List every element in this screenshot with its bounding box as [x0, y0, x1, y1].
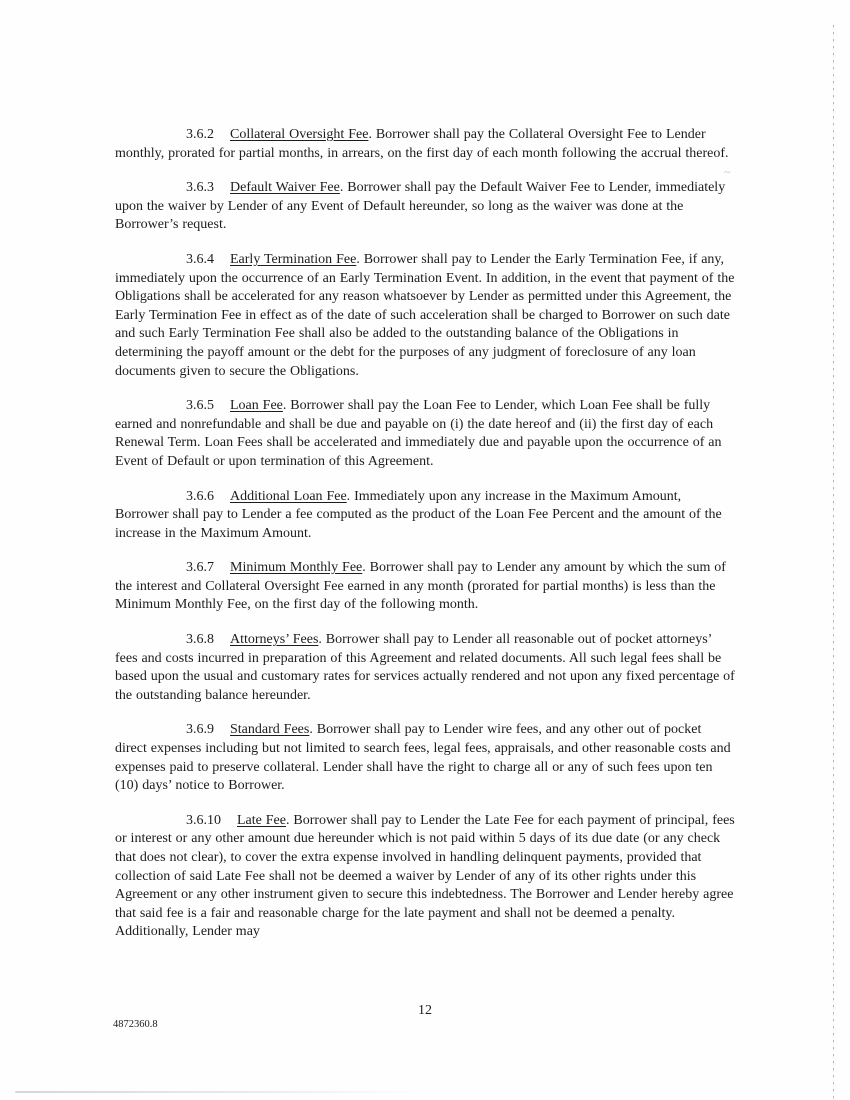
fee-section	[115, 179, 737, 235]
section-body: . Immediately upon any increase in the Maximum Amount, Borrower shall pay to Lender a fee computed as the product of the Loan Fee Percent and the amount of the increase in the Maximum Amount.	[115, 488, 722, 541]
section-title: Additional Loan Fee	[230, 488, 347, 504]
section-number: 3.6.3	[186, 180, 214, 196]
section-title: Standard Fees	[230, 722, 310, 738]
section-body: . Borrower shall pay to Lender all reasonable out of pocket attorneys’ fees and costs incurred in preparation of this Agreement and related documents. All such legal fees shall be based upon the usual and customary rates for services actually rendered and not upon any fixed percentage of the outstanding balance hereunder.	[115, 632, 735, 703]
section-body: . Borrower shall pay to Lender any amount by which the sum of the interest and Collateral Oversight Fee earned in any month (prorated for partial months) is less than the Minimum Monthly Fee, on the first day of the following month.	[115, 560, 726, 613]
fee-section	[115, 559, 737, 615]
section-body: . Borrower shall pay to Lender the Late Fee for each payment of principal, fees or interest or any other amount due hereunder which is not paid within 5 days of its due date (or any check that does not clear), to cover the extra expense involved in handling delinquent payments, provided that collection of said Late Fee shall not be deemed a waiver by Lender of any of its other rights under this Agreement or any other instrument given to secure this indebtedness. The Borrower and Lender hereby agree that said fee is a fair and reasonable charge for the late payment and shall not be deemed a penalty. Additionally, Lender may	[115, 812, 735, 940]
section-number: 3.6.8	[186, 632, 214, 648]
section-title: Minimum Monthly Fee	[230, 560, 363, 576]
page-number: 12	[418, 1003, 432, 1018]
document-body	[115, 126, 737, 958]
section-body: . Borrower shall pay to Lender wire fees, and any other out of pocket direct expenses including but not limited to search fees, legal fees, appraisals, and other reasonable costs and expenses paid to preserve collateral. Lender shall have the right to charge all or any of such fees upon ten (10) days’ notice to Borrower.	[115, 722, 731, 794]
fee-section	[115, 397, 737, 471]
section-title: Late Fee	[237, 812, 286, 828]
fee-section	[115, 721, 737, 795]
section-number: 3.6.5	[186, 398, 214, 414]
section-body: . Borrower shall pay the Collateral Oversight Fee to Lender monthly, prorated for partial months, in arrears, on the first day of each month following the accrual thereof.	[115, 127, 729, 161]
fee-section	[115, 631, 737, 705]
fee-section	[115, 488, 737, 544]
section-body: . Borrower shall pay the Default Waiver Fee to Lender, immediately upon the waiver by Lender of any Event of Default hereunder, so long as the waiver was done at the Borrower’s request.	[115, 180, 726, 233]
scan-artifact-bottom-streak	[15, 1091, 425, 1093]
section-number: 3.6.4	[186, 251, 214, 267]
document-id-footnote: 4872360.8	[113, 1019, 158, 1030]
section-title: Early Termination Fee	[230, 251, 357, 267]
section-title: Collateral Oversight Fee	[230, 127, 369, 142]
section-body: . Borrower shall pay to Lender the Early Termination Fee, if any, immediately upon the occurrence of an Early Termination Event. In addition, in the event that payment of the Obligations shall be accelerated for any reason whatsoever by Lender as permitted under this Agreement, the Early Termination Fee in effect as of the date of such acceleration shall be charged to Borrower on such date and such Early Termination Fee shall also be added to the outstanding balance of the Obligations in determining the payoff amount or the debt for the purposes of any judgment of foreclosure of any loan documents given to secure the Obligations.	[115, 251, 735, 379]
section-title: Loan Fee	[230, 398, 283, 414]
fee-section	[115, 126, 737, 163]
section-number: 3.6.7	[186, 560, 214, 576]
section-number: 3.6.10	[186, 812, 221, 828]
section-number: 3.6.6	[186, 488, 214, 504]
section-title: Attorneys’ Fees	[230, 632, 319, 648]
section-body: . Borrower shall pay the Loan Fee to Lender, which Loan Fee shall be fully earned and nonrefundable and shall be due and payable on (i) the date hereof and (ii) the first day of each Renewal Term. Loan Fees shall be accelerated and immediately due and payable upon the occurrence of an Event of Default or upon termination of this Agreement.	[115, 398, 722, 469]
section-number: 3.6.2	[186, 127, 214, 142]
scan-artifact-vertical-line	[833, 25, 834, 1100]
section-number: 3.6.9	[186, 722, 214, 738]
section-title: Default Waiver Fee	[230, 180, 340, 196]
scan-artifact-speck: ~	[724, 165, 731, 179]
fee-section	[115, 251, 737, 381]
fee-section	[115, 812, 737, 942]
